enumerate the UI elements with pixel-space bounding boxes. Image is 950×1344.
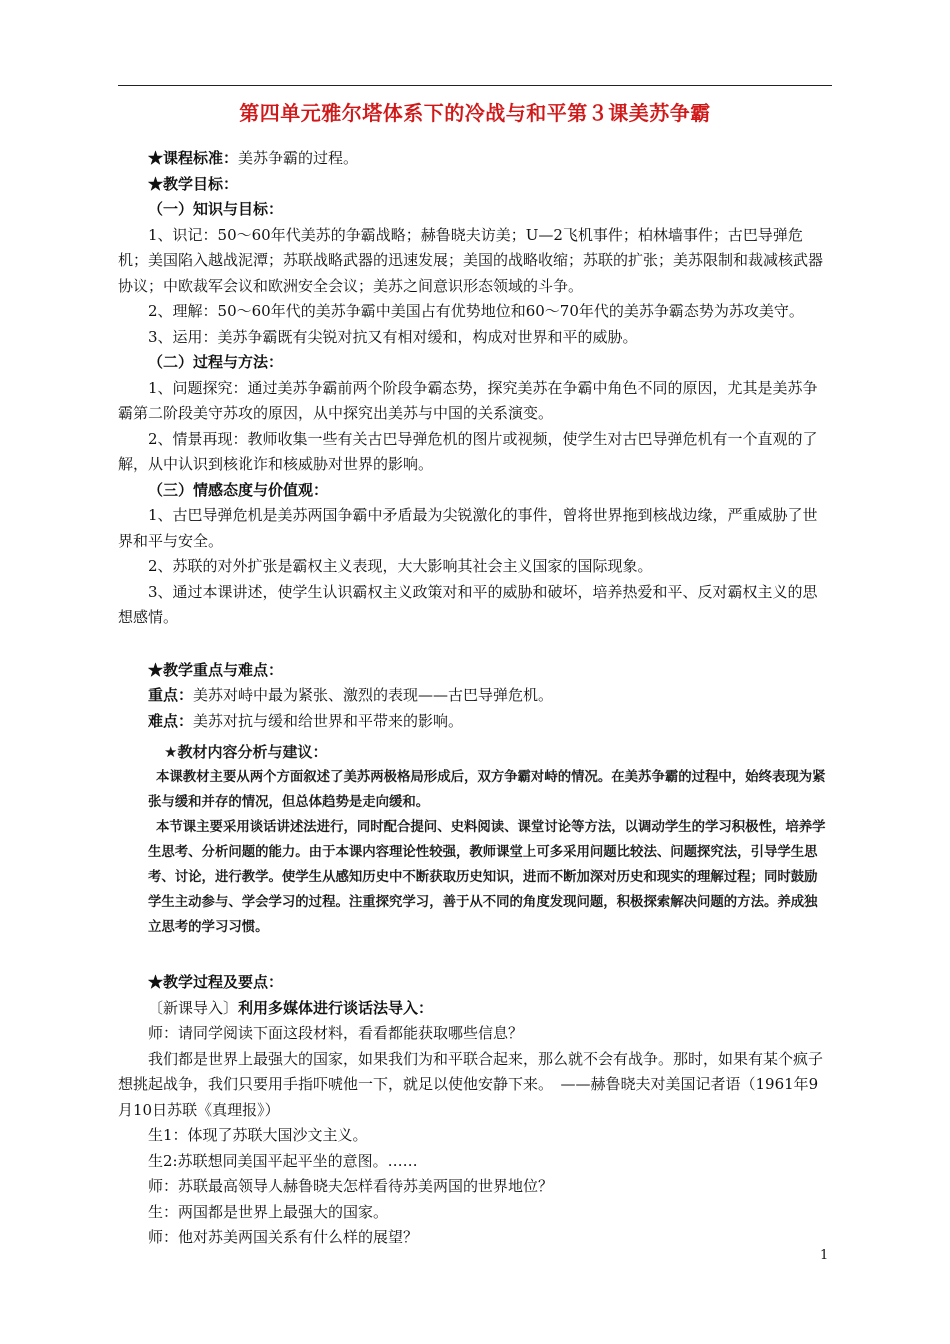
knowledge-heading: （一）知识与目标： (148, 200, 284, 218)
lesson-intro-bracket: 〔新课导入〕 (148, 998, 239, 1017)
material-paragraph-2: 本节课主要采用谈话讲述法进行，同时配合提问、史料阅读、课堂讨论等方法，以调动学生的学习积极性，培养学生思考、分析问题的能力。由于本课内容理论性较强，教师课堂上可多采用问题比较法、问题探究法，引导学生思考、讨论，进行教学。使学生从感知历史中不断获取历史知识，进而不断加深对历史和现实的理解过程；同时鼓励学生主动参与、学会学习的过程。注重探究学习，善于从不同的角度发现问题，积极探索解决问题的方法。养成独立思考的学习习惯。 (148, 820, 826, 935)
material-paragraph-1: 本课教材主要从两个方面叙述了美苏两极格局形成后，双方争霸对峙的情况。在美苏争霸的过程中，始终表现为紧张与缓和并存的情况，但总体趋势是走向缓和。 (148, 770, 826, 810)
teaching-process-heading: ★教学过程及要点： (148, 973, 284, 991)
course-standard (118, 146, 832, 172)
attitude-heading: （三）情感态度与价值观： (148, 480, 329, 499)
page-number: 1 (820, 1248, 829, 1263)
key-point-text: 美苏对峙中最为紧张、激烈的表现——古巴导弹危机。 (193, 686, 554, 704)
material-heading: ★教材内容分析与建议： (164, 743, 328, 761)
spacer (118, 631, 832, 658)
key-point-label: 重点： (148, 686, 194, 704)
teaching-goals-heading: ★教学目标： (148, 174, 239, 193)
lesson-intro (118, 996, 832, 1022)
student-line-3: 生：两国都是世界上最强大的国家。 (148, 1202, 389, 1221)
teacher-line-3: 师：他对苏美两国关系有什么样的展望？ (148, 1228, 419, 1246)
teacher-line-1: 师：请同学阅读下面这段材料，看看都能获取哪些信息？ (148, 1024, 524, 1042)
lesson-intro-method: 利用多媒体进行谈话法导入： (238, 998, 434, 1017)
teacher-line-2: 师：苏联最高领导人赫鲁晓夫怎样看待苏美两国的世界地位？ (148, 1177, 554, 1195)
student-line-2: 生2:苏联想同美国平起平坐的意图。…… (148, 1151, 418, 1170)
spacer (118, 940, 832, 970)
difficult-point-text: 美苏对抗与缓和给世界和平带来的影响。 (193, 711, 464, 730)
difficult-point (118, 709, 832, 735)
course-standard-label: ★课程标准： (148, 149, 239, 167)
page-title: 第四单元雅尔塔体系下的冷战与和平第３课美苏争霸 (239, 101, 711, 125)
process-item-1: 1、问题探究：通过美苏争霸前两个阶段争霸态势，探究美苏在争霸中角色不同的原因，尤其是美苏争霸第二阶段美守苏攻的原因，从中探究出美苏与中国的关系演变。 (118, 378, 818, 422)
khrushchev-quote: 我们都是世界上最强大的国家，如果我们为和平联合起来，那么就不会有战争。那时，如果有某个疯子想挑起战争，我们只要用手指吓唬他一下，就足以使他安静下来。 ——赫鲁晓夫对美国记者语（1961年9月10日苏联《真理报》） (118, 1049, 824, 1119)
process-item-2: 2、情景再现：教师收集一些有关古巴导弹危机的图片或视频，使学生对古巴导弹危机有一个直观的了解，从中认识到核讹诈和核威胁对世界的影响。 (118, 429, 818, 473)
student-line-1: 生1：体现了苏联大国沙文主义。 (148, 1126, 368, 1144)
knowledge-item-3: 3、运用：美苏争霸既有尖锐对抗又有相对缓和，构成对世界和平的威胁。 (148, 327, 638, 346)
process-method-heading: （二）过程与方法： (148, 353, 284, 371)
key-point (118, 683, 832, 709)
difficult-point-label: 难点： (148, 711, 194, 730)
attitude-item-2: 2、苏联的对外扩张是霸权主义表现，大大影响其社会主义国家的国际现象。 (148, 557, 653, 575)
knowledge-item-2: 2、理解：50～60年代的美苏争霸中美国占有优势地位和60～70年代的美苏争霸态势为苏攻美守。 (148, 302, 804, 320)
key-difficult-heading: ★教学重点与难点： (148, 660, 284, 679)
material-analysis-scan (148, 740, 828, 940)
attitude-item-1: 1、古巴导弹危机是美苏两国争霸中矛盾最为尖锐激化的事件，曾将世界拖到核战边缘，严重威胁了世界和平与安全。 (118, 506, 818, 550)
header-rule (118, 85, 832, 86)
document-body (118, 146, 832, 1251)
course-standard-text: 美苏争霸的过程。 (238, 149, 359, 167)
knowledge-item-1: 1、识记：50～60年代美苏的争霸战略；赫鲁晓夫访美；U—2飞机事件；柏林墙事件；古巴导弹危机；美国陷入越战泥潭；苏联战略武器的迅速发展；美国的战略收缩；苏联的扩张；美苏限制和裁减核武器协议；中欧裁军会议和欧洲安全会议；美苏之间意识形态领域的斗争。 (118, 225, 824, 295)
attitude-item-3: 3、通过本课讲述，使学生认识霸权主义政策对和平的威胁和破坏，培养热爱和平、反对霸权主义的思想感情。 (118, 582, 818, 626)
